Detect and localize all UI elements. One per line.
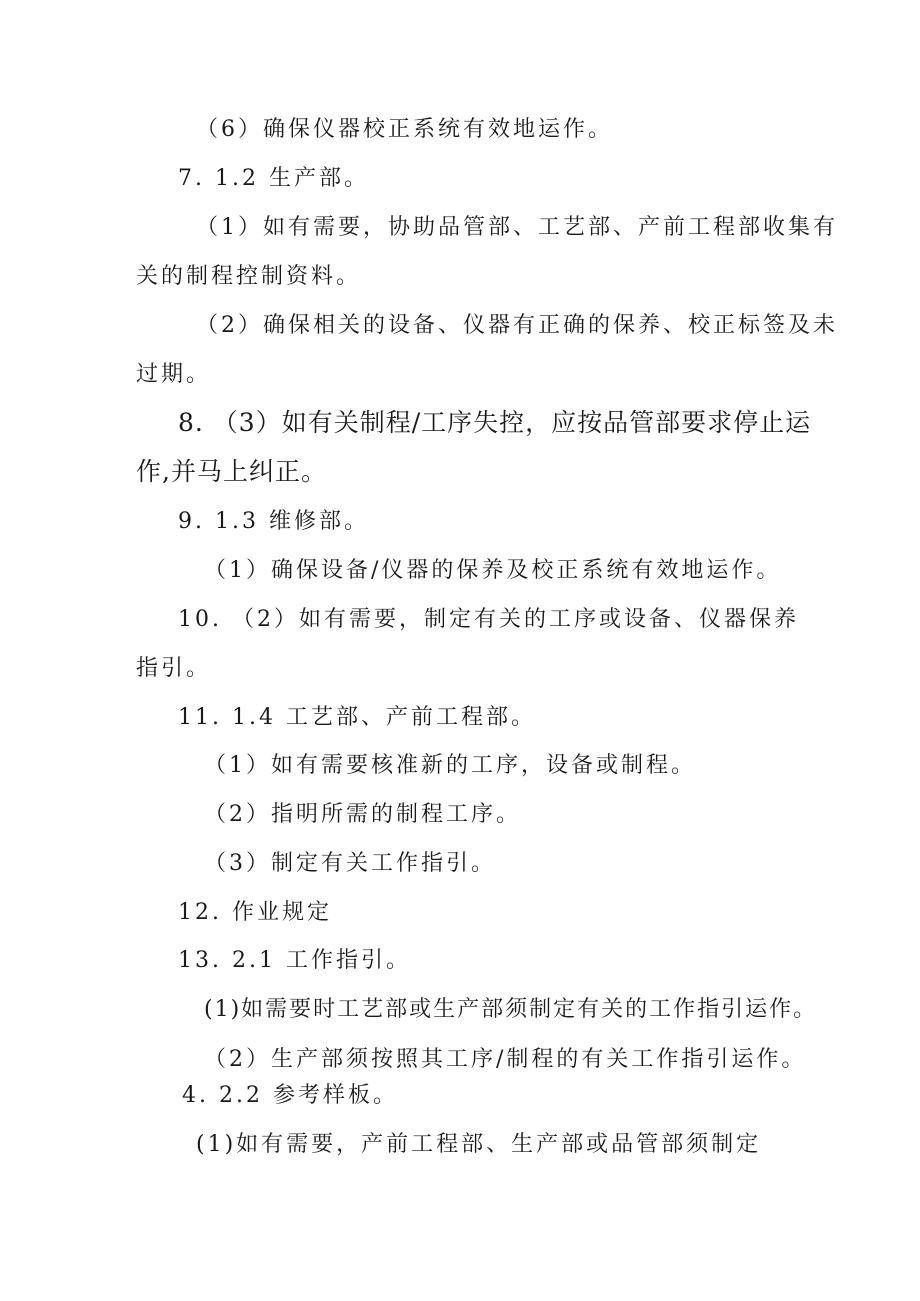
section-heading: 12. 作业规定 xyxy=(178,900,332,925)
text-line: （2）确保相关的设备、仪器有正确的保养、校正标签及未 xyxy=(196,313,838,338)
text-line: （1）确保设备/仪器的保养及校正系统有效地运作。 xyxy=(204,558,782,583)
text-line: （2）指明所需的制程工序。 xyxy=(204,802,521,827)
text-line: （1）如有需要核准新的工序，设备或制程。 xyxy=(204,753,696,778)
text-line: （2）生产部须按照其工序/制程的有关工作指引运作。 xyxy=(204,1047,807,1072)
text-line: 8. （3）如有关制程/工序失控，应按品管部要求停止运 xyxy=(178,408,812,437)
text-line: (1)如需要时工艺部或生产部须制定有关的工作指引运作。 xyxy=(204,997,818,1022)
text-line: 指引。 xyxy=(136,656,212,681)
section-heading: 13. 2.1 工作指引。 xyxy=(178,948,411,973)
section-heading: 7. 1.2 生产部。 xyxy=(178,166,369,191)
section-heading: 4. 2.2 参考样板。 xyxy=(182,1083,398,1108)
text-line: （6）确保仪器校正系统有效地运作。 xyxy=(196,117,613,142)
text-line: （3）制定有关工作指引。 xyxy=(204,851,496,876)
section-heading: 11. 1.4 工艺部、产前工程部。 xyxy=(178,705,536,730)
text-line: （1）如有需要，协助品管部、工艺部、产前工程部收集有 xyxy=(196,215,838,240)
text-line: 关的制程控制资料。 xyxy=(136,264,362,289)
text-line: 10. （2）如有需要，制定有关的工序或设备、仪器保养 xyxy=(178,607,799,632)
section-heading: 9. 1.3 维修部。 xyxy=(178,509,369,534)
text-line: (1)如有需要，产前工程部、生产部或品管部须制定 xyxy=(196,1132,762,1157)
text-line: 过期。 xyxy=(136,362,212,387)
text-line: 作,并马上纠正。 xyxy=(136,457,327,486)
